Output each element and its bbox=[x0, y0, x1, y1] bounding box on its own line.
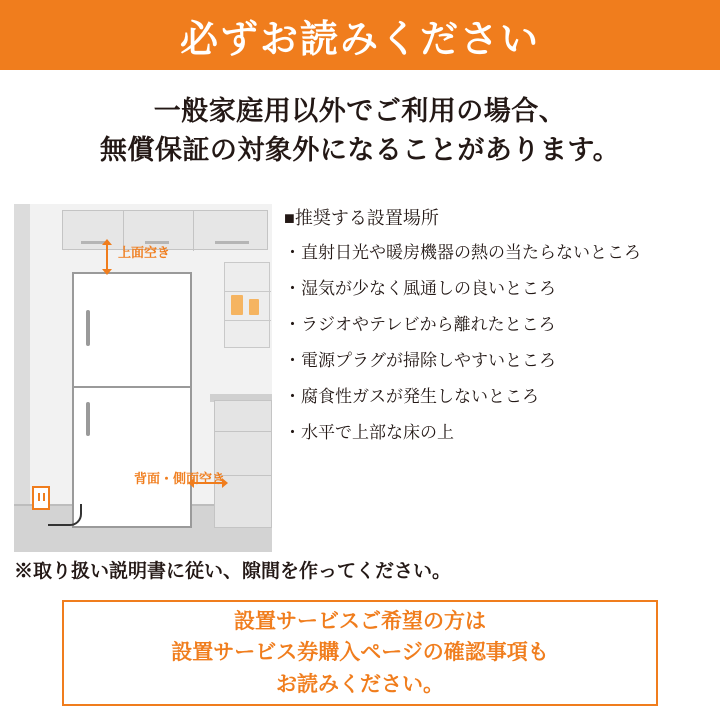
list-item: ・直射日光や暖房機器の熱の当たらないところ bbox=[284, 243, 641, 262]
power-cord bbox=[48, 504, 82, 526]
list-heading: ■推奨する設置場所 bbox=[284, 208, 439, 228]
list-item: ・電源プラグが掃除しやすいところ bbox=[284, 351, 556, 371]
headline bbox=[0, 92, 720, 170]
refrigerator-door-split bbox=[74, 386, 190, 388]
manual-note: ※取り扱い説明書に従い、隙間を作ってください。 bbox=[14, 561, 452, 582]
footer-line-2: 設置サービス券購入ページの確認事項も bbox=[171, 641, 549, 665]
list-item: ・ラジオやテレビから離れたところ bbox=[284, 315, 556, 335]
main-content bbox=[0, 196, 720, 552]
headline-line-2: 無償保証の対象外になることがあります。 bbox=[99, 135, 621, 166]
refrigerator-handle-lower bbox=[86, 402, 90, 436]
back-side-clearance-label: 背面・側面空き bbox=[134, 471, 226, 486]
cabinet-handle-3 bbox=[215, 241, 249, 244]
footer-line-3: お読みください。 bbox=[276, 672, 444, 696]
installation-illustration bbox=[14, 204, 272, 552]
list-item: ・腐食性ガスが発生しないところ bbox=[284, 387, 539, 407]
banner-title: 必ずお読みください bbox=[179, 18, 540, 61]
headline-line-1: 一般家庭用以外でご利用の場合、 bbox=[153, 96, 567, 126]
list-item: ・水平で上部な床の上 bbox=[284, 423, 454, 443]
cabinet-divider-2 bbox=[193, 211, 194, 251]
top-clearance-label: 上面空き bbox=[118, 245, 171, 260]
side-shelf bbox=[224, 262, 270, 348]
installation-service-notice bbox=[62, 600, 658, 706]
footer-line-1: 設置サービスご希望の方は bbox=[234, 609, 486, 633]
top-clearance-arrow-icon bbox=[106, 244, 108, 270]
lower-counter bbox=[214, 400, 272, 528]
header-banner bbox=[0, 0, 720, 70]
counter-line-1 bbox=[215, 431, 272, 432]
wall-left bbox=[14, 204, 30, 524]
recommended-location-list bbox=[284, 204, 708, 459]
refrigerator-handle-upper bbox=[86, 310, 90, 346]
list-item: ・湿気が少なく風通しの良いところ bbox=[284, 279, 556, 299]
outlet-slot-left bbox=[38, 493, 40, 501]
refrigerator bbox=[72, 272, 192, 528]
shelf-item-2 bbox=[249, 299, 259, 315]
shelf-item-1 bbox=[231, 295, 243, 315]
outlet-slot-right bbox=[43, 493, 45, 501]
shelf-line-2 bbox=[225, 320, 271, 321]
shelf-line-1 bbox=[225, 291, 271, 292]
